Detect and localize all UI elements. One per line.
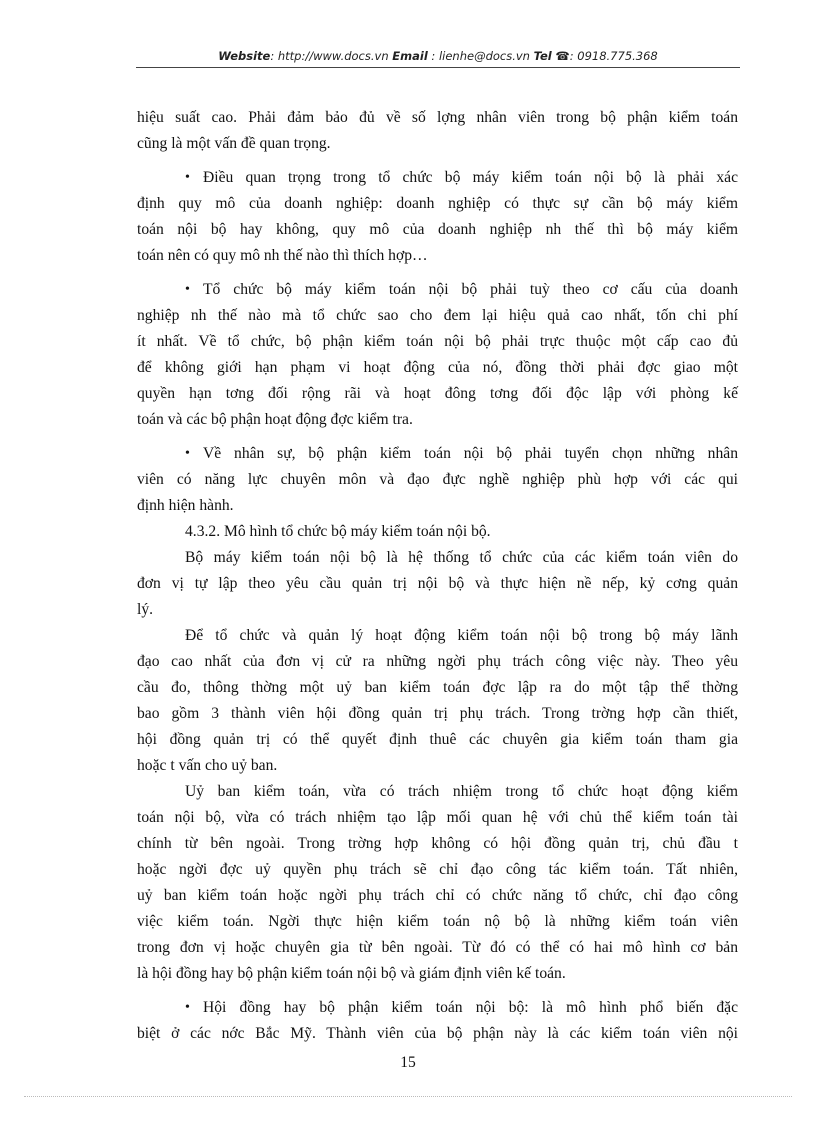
para4-line: Uỷ ban kiểm toán, vừa có trách nhiệm trong tổ chức hoạt động kiểm	[185, 783, 738, 800]
bullet1-text: Điều quan trọng trong tổ chức bộ máy kiểm toán nội bộ là phải xác	[203, 169, 738, 186]
website-label: Website	[218, 49, 271, 63]
email-label: Email	[392, 49, 428, 63]
bullet3-line: viên có năng lực chuyên môn và đạo đực nghề nghiệp phù hợp với các qui	[137, 471, 738, 488]
bullet-icon: •	[185, 282, 190, 297]
bullet4-line	[137, 995, 738, 1021]
para2-line: đơn vị tự lập theo yêu cầu quản trị nội bộ và thực hiện nề nếp, kỷ cơng quản	[137, 575, 738, 592]
bullet2-text: Tổ chức bộ máy kiểm toán nội bộ phải tuỳ theo cơ cấu của doanh	[203, 281, 738, 298]
para4-line: việc kiểm toán. Ngời thực hiện kiểm toán nộ bộ là những kiểm toán viên	[137, 913, 738, 930]
para4-line: hoặc ngời đợc uỷ quyền phụ trách sẽ chỉ đạo công tác kiểm toán. Tất nhiên,	[137, 861, 738, 878]
bullet2-line	[137, 277, 738, 303]
email-value: : lienhe@docs.vn	[431, 49, 530, 63]
bullet2-line: toán và các bộ phận hoạt động đợc kiểm tra.	[137, 411, 413, 428]
bullet1-line: toán nên có quy mô nh thế nào thì thích hợp…	[137, 247, 428, 264]
section-heading: 4.3.2. Mô hình tổ chức bộ máy kiểm toán nội bộ.	[185, 523, 491, 540]
telephone-icon: ☎	[555, 49, 570, 63]
document-body	[137, 105, 738, 1047]
bullet2-line: quyền hạn tơng đối rộng rãi và hoạt đông tơng đối độc lập với phòng kế	[137, 385, 738, 402]
para2-line: Bộ máy kiểm toán nội bộ là hệ thống tổ chức của các kiểm toán viên do	[185, 549, 738, 566]
bullet1-line	[137, 165, 738, 191]
para3-line: hoặc t vấn cho uỷ ban.	[137, 757, 278, 774]
bullet4-line: biệt ở các nớc Bắc Mỹ. Thành viên của bộ phận này là các kiểm toán viên nội	[137, 1025, 738, 1042]
footer-divider	[24, 1096, 792, 1097]
para4-line: uỷ ban kiểm toán hoặc ngời phụ trách chỉ có chức năng tổ chức, chỉ đạo công	[137, 887, 738, 904]
tel-value: : 0918.775.368	[569, 49, 658, 63]
page-header	[136, 49, 740, 63]
bullet3-line: định hiện hành.	[137, 497, 234, 514]
para2-line: lý.	[137, 601, 154, 618]
para3-line: cầu đo, thông thờng một uỷ ban kiểm toán đợc lập ra do một tập thể thờng	[137, 679, 738, 696]
para4-line: là hội đồng hay bộ phận kiểm toán nội bộ và giám định viên kế toán.	[137, 965, 566, 982]
para1-line: cũng là một vấn đề quan trọng.	[137, 135, 331, 152]
para3-line: Để tổ chức và quản lý hoạt động kiểm toán nội bộ trong bộ máy lãnh	[185, 627, 738, 644]
bullet2-line: ít nhất. Về tổ chức, bộ phận kiểm toán nội bộ phải trực thuộc một cấp cao đủ	[137, 333, 738, 350]
para3-line: đạo cao nhất của đơn vị cử ra những ngời phụ trách công việc này. Theo yêu	[137, 653, 738, 670]
para4-line: trong đơn vị hoặc chuyên gia từ bên ngoài. Từ đó có thể có hai mô hình cơ bản	[137, 939, 738, 956]
bullet3-line	[137, 441, 738, 467]
bullet2-line: để không giới hạn phạm vi hoạt động của nó, đồng thời phải đợc giao một	[137, 359, 738, 376]
para4-line: chính từ bên ngoài. Trong trờng hợp không có hội đồng quản trị, chủ đầu t	[137, 835, 738, 852]
bullet-icon: •	[185, 1000, 190, 1015]
bullet4-text: Hội đồng hay bộ phận kiểm toán nội bộ: là mô hình phổ biến đặc	[203, 999, 738, 1016]
website-value: : http://www.docs.vn	[270, 49, 389, 63]
bullet2-line: nghiệp nh thế nào mà tổ chức sao cho đem lại hiệu quả cao nhất, tốn chi phí	[137, 307, 738, 324]
bullet-icon: •	[185, 170, 190, 185]
bullet3-text: Về nhân sự, bộ phận kiểm toán nội bộ phải tuyển chọn những nhân	[203, 445, 738, 462]
para4-line: toán nội bộ, vừa có trách nhiệm tạo lập mối quan hệ với chủ thể kiểm toán tài	[137, 809, 738, 826]
para1-line: hiệu suất cao. Phải đảm bảo đủ về số lợng nhân viên trong bộ phận kiểm toán	[137, 109, 738, 126]
header-divider	[136, 67, 740, 68]
para3-line: bao gồm 3 thành viên hội đồng quản trị phụ trách. Trong trờng hợp cần thiết,	[137, 705, 738, 722]
bullet1-line: định quy mô của doanh nghiệp: doanh nghiệp có thực sự cần bộ máy kiểm	[137, 195, 738, 212]
bullet1-line: toán nội bộ hay không, quy mô của doanh nghiệp nh thế thì bộ máy kiểm	[137, 221, 738, 238]
tel-label: Tel	[533, 49, 552, 63]
bullet-icon: •	[185, 446, 190, 461]
page-number: 15	[400, 1054, 416, 1071]
para3-line: hội đồng quản trị có thể quyết định thuê các chuyên gia kiểm toán tham gia	[137, 731, 738, 748]
